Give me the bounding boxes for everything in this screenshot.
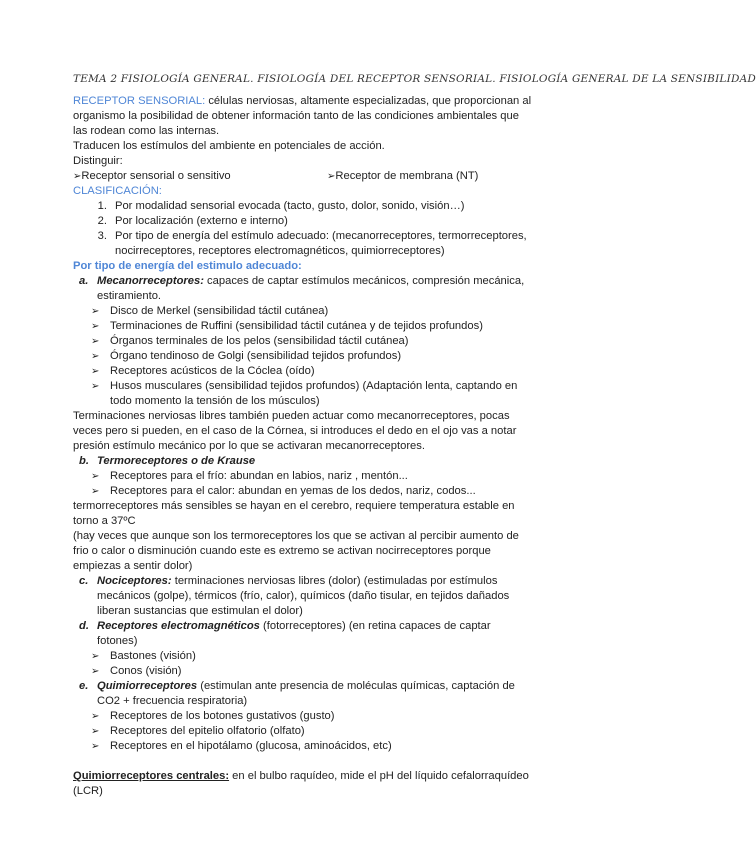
distinguir-col2: ➢Receptor de membrana (NT) [327, 170, 479, 182]
termo-note-1: termorreceptores más sensibles se hayan en el cerebro, requiere temperatura estable en torno a 37ºC [73, 500, 515, 527]
distinguir-label: Distinguir: [73, 155, 123, 167]
letter-item-e: e. Quimiorreceptores (estimulan ante presencia de moléculas químicas, captación de CO2 + frecuencia respiratoria) [79, 680, 515, 707]
arrow-icon: ➢ [91, 336, 100, 347]
arrow-icon: ➢ [91, 381, 100, 392]
bullet-item: ➢ Disco de Merkel (sensibilidad táctil cutánea) [91, 305, 329, 317]
letter-item-d: d. Receptores electromagnéticos (fotorreceptores) (en retina capaces de captar fotones) [79, 620, 491, 647]
final-paragraph [73, 769, 533, 799]
distinguir-row [73, 169, 533, 184]
arrow-icon: ➢ [91, 666, 100, 677]
bullet-item: ➢ Receptores en el hipotálamo (glucosa, aminoácidos, etc) [91, 740, 392, 752]
bullet-item: ➢ Receptores para el frío: abundan en labios, nariz , mentón... [91, 470, 408, 482]
document-body [73, 94, 533, 799]
page-title: TEMA 2 FISIOLOGÍA GENERAL. FISIOLOGÍA DEL RECEPTOR SENSORIAL. FISIOLOGÍA GENERAL DE LA SENSIBILIDAD [73, 73, 756, 85]
arrow-icon: ➢ [91, 651, 100, 662]
bullet-item: ➢ Receptores del epitelio olfatorio (olfato) [91, 725, 305, 737]
distinguir-col1: ➢Receptor sensorial o sensitivo [73, 170, 231, 182]
arrow-icon: ➢ [91, 711, 100, 722]
arrow-icon: ➢ [91, 366, 100, 377]
arrow-icon: ➢ [91, 321, 100, 332]
arrow-icon: ➢ [91, 306, 100, 317]
termo-note-2: (hay veces que aunque son los termoreceptores los que se activan al percibir aumento de frio o calor o disminución cuando este es extremo se activan nocirreceptores porque empiezas a sentir dolor) [73, 530, 519, 572]
tipo-heading: Por tipo de energía del estimulo adecuado: [73, 260, 302, 272]
intro-text: células nerviosas, altamente especializadas, que proporcionan al organismo la posibilidad de obtener información tanto de las condiciones ambientales que las rodean como las internas. [73, 95, 532, 137]
arrow-icon: ➢ [327, 171, 336, 182]
list-item: 1. Por modalidad sensorial evocada (tacto, gusto, dolor, sonido, visión…) [97, 200, 465, 212]
bullet-item: ➢ Órgano tendinoso de Golgi (sensibilidad tejidos profundos) [91, 350, 402, 362]
list-item: 3. Por tipo de energía del estímulo adecuado: (mecanorreceptores, termorreceptores, nocirreceptores, receptores electromagnéticos, quimiorreceptores) [97, 230, 527, 257]
final-text: en el bulbo raquídeo, mide el pH del líquido cefalorraquídeo (LCR) [73, 770, 529, 797]
bullet-item: ➢ Terminaciones de Ruffini (sensibilidad táctil cutánea y de tejidos profundos) [91, 320, 483, 332]
bullet-item: ➢ Conos (visión) [91, 665, 182, 677]
letter-item-c: c. Nociceptores: terminaciones nerviosas libres (dolor) (estimuladas por estímulos mecánicos (golpe), térmicos (frío, calor), químicos (daño tisular, en tejidos dañados liberan sustancias que estimulan el dolor) [79, 575, 510, 617]
arrow-icon: ➢ [91, 351, 100, 362]
clasificacion-list [73, 199, 533, 259]
bullet-item: ➢ Receptores para el calor: abundan en yemas de los dedos, nariz, codos... [91, 485, 476, 497]
letter-item-b: b. Termoreceptores o de Krause [79, 455, 256, 467]
clasificacion-label: CLASIFICACIÓN: [73, 185, 162, 197]
arrow-icon: ➢ [73, 171, 82, 182]
bullet-item: ➢ Receptores acústicos de la Cóclea (oído) [91, 365, 315, 377]
intro-label: RECEPTOR SENSORIAL: [73, 95, 206, 107]
intro-line2: Traducen los estímulos del ambiente en potenciales de acción. [73, 140, 385, 152]
bullet-item: ➢ Órganos terminales de los pelos (sensibilidad táctil cutánea) [91, 335, 409, 347]
arrow-icon: ➢ [91, 726, 100, 737]
intro-paragraph [73, 94, 533, 139]
arrow-icon: ➢ [91, 741, 100, 752]
arrow-icon: ➢ [91, 486, 100, 497]
bullet-item: ➢ Husos musculares (sensibilidad tejidos profundos) (Adaptación lenta, captando en todo momento la tensión de los músculos) [91, 380, 518, 407]
arrow-icon: ➢ [91, 471, 100, 482]
spacer [73, 754, 533, 769]
final-label: Quimiorreceptores centrales: [73, 770, 230, 782]
bullet-item: ➢ Bastones (visión) [91, 650, 196, 662]
list-item: 2. Por localización (externo e interno) [97, 215, 288, 227]
letter-item-a: a. Mecanorreceptores: capaces de captar estímulos mecánicos, compresión mecánica, estiramiento. [79, 275, 525, 302]
mecano-note: Terminaciones nerviosas libres también pueden actuar como mecanorreceptores, pocas veces pero si pueden, en el caso de la Córnea, si introduces el dedo en el ojo vas a notar presión estímulo mecánico por lo que se activaran mecanorreceptores. [73, 410, 517, 452]
bullet-item: ➢ Receptores de los botones gustativos (gusto) [91, 710, 335, 722]
